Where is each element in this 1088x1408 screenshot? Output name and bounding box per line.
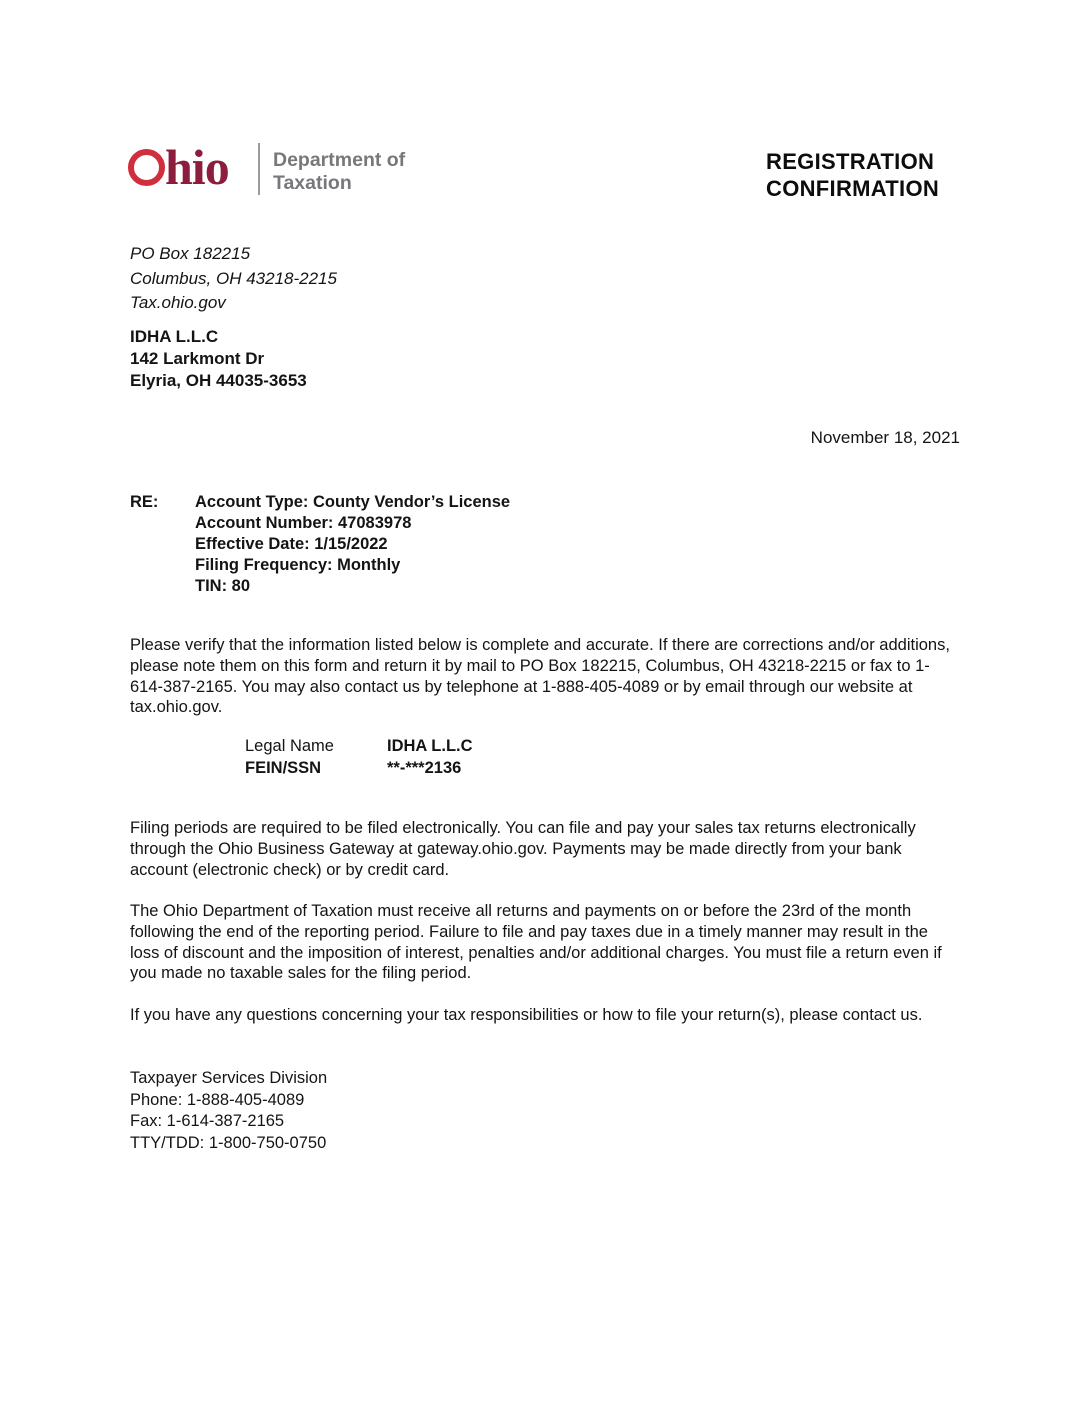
document-title-line2: CONFIRMATION <box>766 176 940 201</box>
re-block <box>130 492 510 597</box>
recipient-street: 142 Larkmont Dr <box>130 349 265 368</box>
paragraph-questions: If you have any questions concerning your tax responsibilities or how to file your return(s), please contact us. <box>130 1006 923 1024</box>
department-name <box>273 149 405 195</box>
return-address-po-box: PO Box 182215 <box>130 244 251 263</box>
contact-phone: Phone: 1-888-405-4089 <box>130 1090 305 1109</box>
return-address <box>130 242 337 316</box>
recipient-city-state-zip: Elyria, OH 44035-3653 <box>130 371 307 390</box>
fein-ssn-row <box>245 757 473 779</box>
recipient-address <box>130 326 307 392</box>
ohio-logo-o-ring-icon <box>128 149 165 186</box>
re-tin: TIN: 80 <box>195 577 251 595</box>
legal-info-block <box>245 735 473 779</box>
re-details <box>195 492 510 597</box>
contact-fax: Fax: 1-614-387-2165 <box>130 1112 285 1130</box>
department-name-line2: Taxation <box>273 172 352 194</box>
re-account-number: Account Number: 47083978 <box>195 514 412 532</box>
ohio-logo-hio-text: hio <box>165 139 229 195</box>
re-label: RE: <box>130 493 159 511</box>
document-title-line1: REGISTRATION <box>766 149 935 174</box>
re-account-type: Account Type: County Vendor’s License <box>195 493 511 511</box>
fein-ssn-label: FEIN/SSN <box>245 759 322 777</box>
recipient-name: IDHA L.L.C <box>130 327 219 346</box>
ohio-logo <box>128 139 229 195</box>
letter-date: November 18, 2021 <box>810 428 960 447</box>
fein-ssn-value: **-***2136 <box>387 759 462 777</box>
return-address-city: Columbus, OH 43218-2215 <box>130 268 337 288</box>
logo-divider <box>258 143 260 195</box>
legal-name-label: Legal Name <box>245 737 334 755</box>
contact-division: Taxpayer Services Division <box>130 1069 328 1087</box>
paragraph-due-dates: The Ohio Department of Taxation must receive all returns and payments on or before the 23rd of the month following the end of the reporting period. Failure to file and pay taxes due in a timely manner may result in the loss of discount and the imposition of interest, penalties and/or additional charges. You must file a return even if you made no taxable sales for the filing period. <box>130 902 942 983</box>
re-filing-frequency: Filing Frequency: Monthly <box>195 556 401 574</box>
department-name-line1: Department of <box>273 149 406 171</box>
re-effective-date: Effective Date: 1/15/2022 <box>195 535 388 553</box>
paragraph-verify-info: Please verify that the information listed below is complete and accurate. If there are corrections and/or additions, please note them on this form and return it by mail to PO Box 182215, Columbus, OH 43218-2215 or fax to 1-614-387-2165. You may also contact us by telephone at 1-888-405-4089 or by email through our website at tax.ohio.gov. <box>130 636 950 717</box>
contact-block <box>130 1068 327 1154</box>
return-address-website: Tax.ohio.gov <box>130 293 226 312</box>
paragraph-electronic-filing: Filing periods are required to be filed electronically. You can file and pay your sales tax returns electronically through the Ohio Business Gateway at gateway.ohio.gov. Payments may be made directly from your bank account (electronic check) or by credit card. <box>130 819 916 879</box>
legal-name-value: IDHA L.L.C <box>387 737 473 755</box>
legal-name-row <box>245 735 473 757</box>
contact-tty: TTY/TDD: 1-800-750-0750 <box>130 1133 327 1152</box>
document-title <box>766 148 939 202</box>
